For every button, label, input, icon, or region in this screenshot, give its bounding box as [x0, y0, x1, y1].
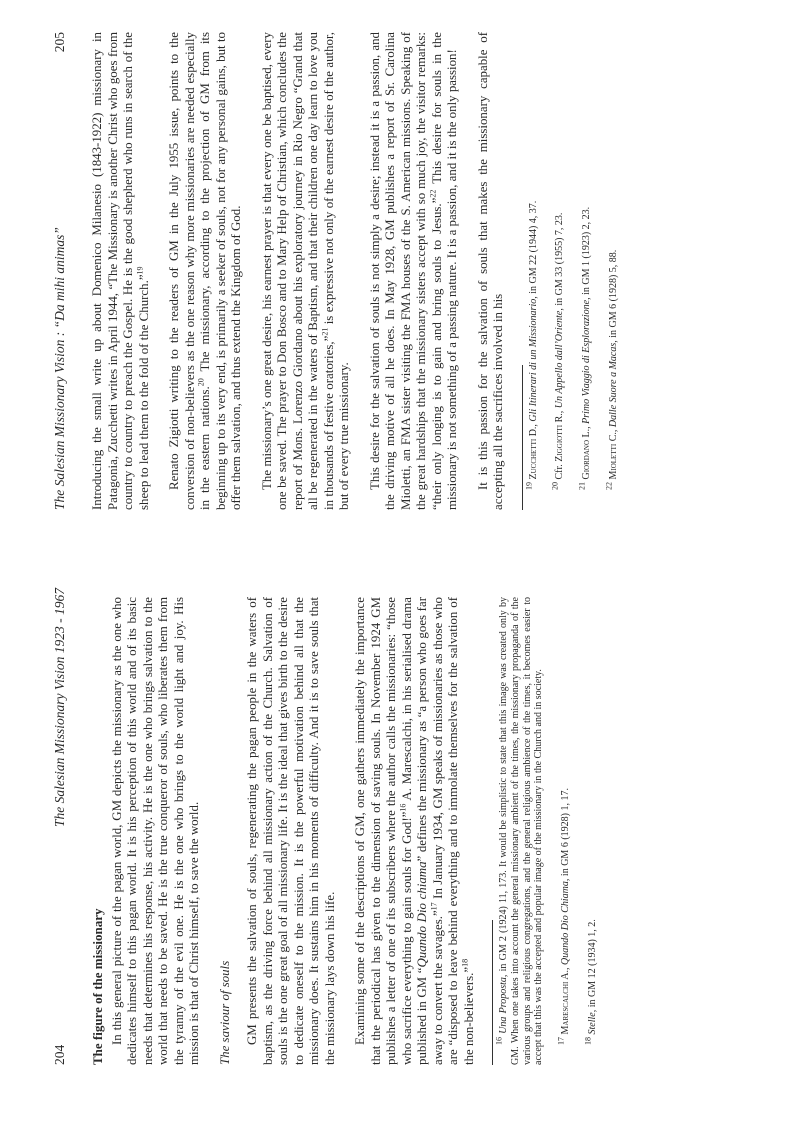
paragraph-zigiotti: Renato Zigiotti writing to the readers of GM in the July 1955 issue, points to the conversion of non-believers as the one reason why more missionaries are needed especially in the eastern nations.$^{20}$ The missionary, according to the projection of GM from its beginning up to its very end, is primarily a seeker of souls, not for any personal gains, but to offer them salvation, and thus extend the Kingdom of God. [167, 32, 243, 510]
page-header [52, 32, 70, 510]
footnote-ref: 20 [196, 378, 206, 387]
paragraph-milanesio: Introducing the small write up about Domenico Milanesio (1843-1922) missionary in Patagonia, Zucchetti writes in April 1944, “The Missionary is another Christ who goes from country to country to preach the Gospel. He is the good shepherd who runs in search of the sheep to lead them to the fold of the Church.”$^{19}$ [90, 32, 151, 510]
footnote-ref: 21 [320, 327, 330, 336]
running-head: The Salesian Missionary Vision 1923 - 1967 [52, 588, 67, 827]
paragraph-figure: In this general picture of the pagan world, GM depicts the missionary as the one who dedicates himself to this pagan world. It is his perception of this world and of its basic needs that determines his response, his activity. He is the one who brings salvation to the world that needs to be saved. He is the true conqueror of souls, who liberates them from the tyranny of the evil one. He is the one who brings to the world light and joy. His mission is that of Christ himself, to save the world. [109, 597, 201, 1065]
paragraph-passion: This desire for the salvation of souls is not simply a desire; instead it is a passion, and the driving motive of all he does. In May 1928, GM publishes a report of Sr. Carolina Mioletti, an FMA sister visiting the FMA houses of the S. American missions. Speaking of the great hardships that the missionary sisters accept with so much joy, the visitor remarks: “their only longing is to gain and bring souls to Jesus.”$^{22}$ This desire for souls in the missionary is not something of a passing nature. It is a passion, and it is the only passion! [367, 32, 459, 510]
footnotes [524, 32, 620, 510]
page-body [90, 597, 614, 1065]
footnote: $^{22}$ Mioletti C., Dalle Suore a Macas, in GM 6 (1928) 5, 88. [604, 249, 619, 490]
footnote-divider [522, 365, 523, 510]
footnote: $^{17}$ Marescalchi A., Quando Dio Chiama, in GM 6 (1928) 1, 17. [556, 788, 572, 1045]
subsection-title: The saviour of souls [217, 960, 232, 1065]
footnotes [494, 596, 599, 1065]
footnote-ref: 16 [398, 803, 408, 812]
paragraph-descriptions: Examining some of the descriptions of GM, one gathers immediately the importance that the periodical has given to the dimension of saving souls. In November 1924 GM publishes a letter of one of its subscribers where the author calls the missionaries: “those who sacrifice everything to gain souls for God!”$^{16}$ A. Marescalchi, in his serialised drama published in GM “Quando Dio chiama” defines the missionary as “a person who goes far away to convert the savages.”$^{17}$ In January 1934, GM speaks of missionaries as those who are “disposed to leave behind everything and to immolate themselves for the salvation of the non-believers.”$^{18}$ [353, 597, 476, 1065]
paragraph-sacrifices: It is this passion for the salvation of souls that makes the missionary capable of accepting all the sacrifices involved in his [475, 32, 505, 510]
page-204 [0, 562, 793, 1123]
footnote: $^{19}$ Zucchetti D., Gli Itinerari di un Missionario, in GM 22 (1944) 4, 37. [524, 200, 539, 490]
footnote-divider [492, 920, 493, 1065]
running-head: The Salesian Missionary Vision : “Da mihi animas” [52, 227, 67, 510]
page-number: 205 [52, 32, 67, 53]
page-number: 204 [52, 1044, 67, 1065]
page-header [52, 588, 70, 1065]
footnote: $^{20}$ Cfr. Ziggiotti R., Un Appello dall’Oriente, in GM 33 (1955) 7, 23. [550, 212, 566, 490]
footnote-ref: 17 [429, 902, 439, 911]
footnote: $^{21}$ Giordano L., Primo Viaggio di Esplorazione, in GM 1 (1923) 2, 23. [577, 206, 593, 490]
footnote-ref: 19 [135, 266, 145, 275]
footnote-ref: 22 [428, 189, 438, 198]
page-body [90, 32, 635, 510]
paragraph-prayer: The missionary’s one great desire, his earnest prayer is that every one be baptised, every one be saved. The prayer to Don Bosco and to Mary Help of Christian, which concludes the report of Mons. Lorenzo Giordano about his exploratory journey in Rio Negro “Grand that all be regenerated in the waters of Baptism, and that their children one day learn to love you in thousands of festive oratories,”$^{21}$ is expressive not only of the earnest desire of the author, but of every true missionary. [259, 32, 351, 510]
footnote: $^{18}$ Stelle, in GM 12 (1934) 1, 2. [583, 919, 598, 1045]
footnote-ref: 18 [460, 958, 470, 967]
footnote: $^{16}$ Una Proposta, in GM 2 (1924) 11, 173. It would be simplistic to state that this image was created only by GM. When one takes into account the general missionary ambient of the times, the missionary propaganda of the various groups and religious congregations, and the general religious ambience of the times, it becomes easier to accept that this was the accepted and popular image of the missionary in the Church and in society. [494, 596, 545, 1065]
section-title: The figure of the missionary [90, 908, 105, 1065]
paragraph-saviour: GM presents the salvation of souls, regenerating the pagan people in the waters of baptism, as the driving force behind all missionary action of the Church. Salvation of souls is the one great goal of all missionary life. It is the ideal that gives birth to the desire to dedicate oneself to the mission. It is the powerful motivation behind all that the missionary does. It sustains him in his moments of difficulty. And it is to save souls that the missionary lays down his life. [245, 597, 337, 1065]
